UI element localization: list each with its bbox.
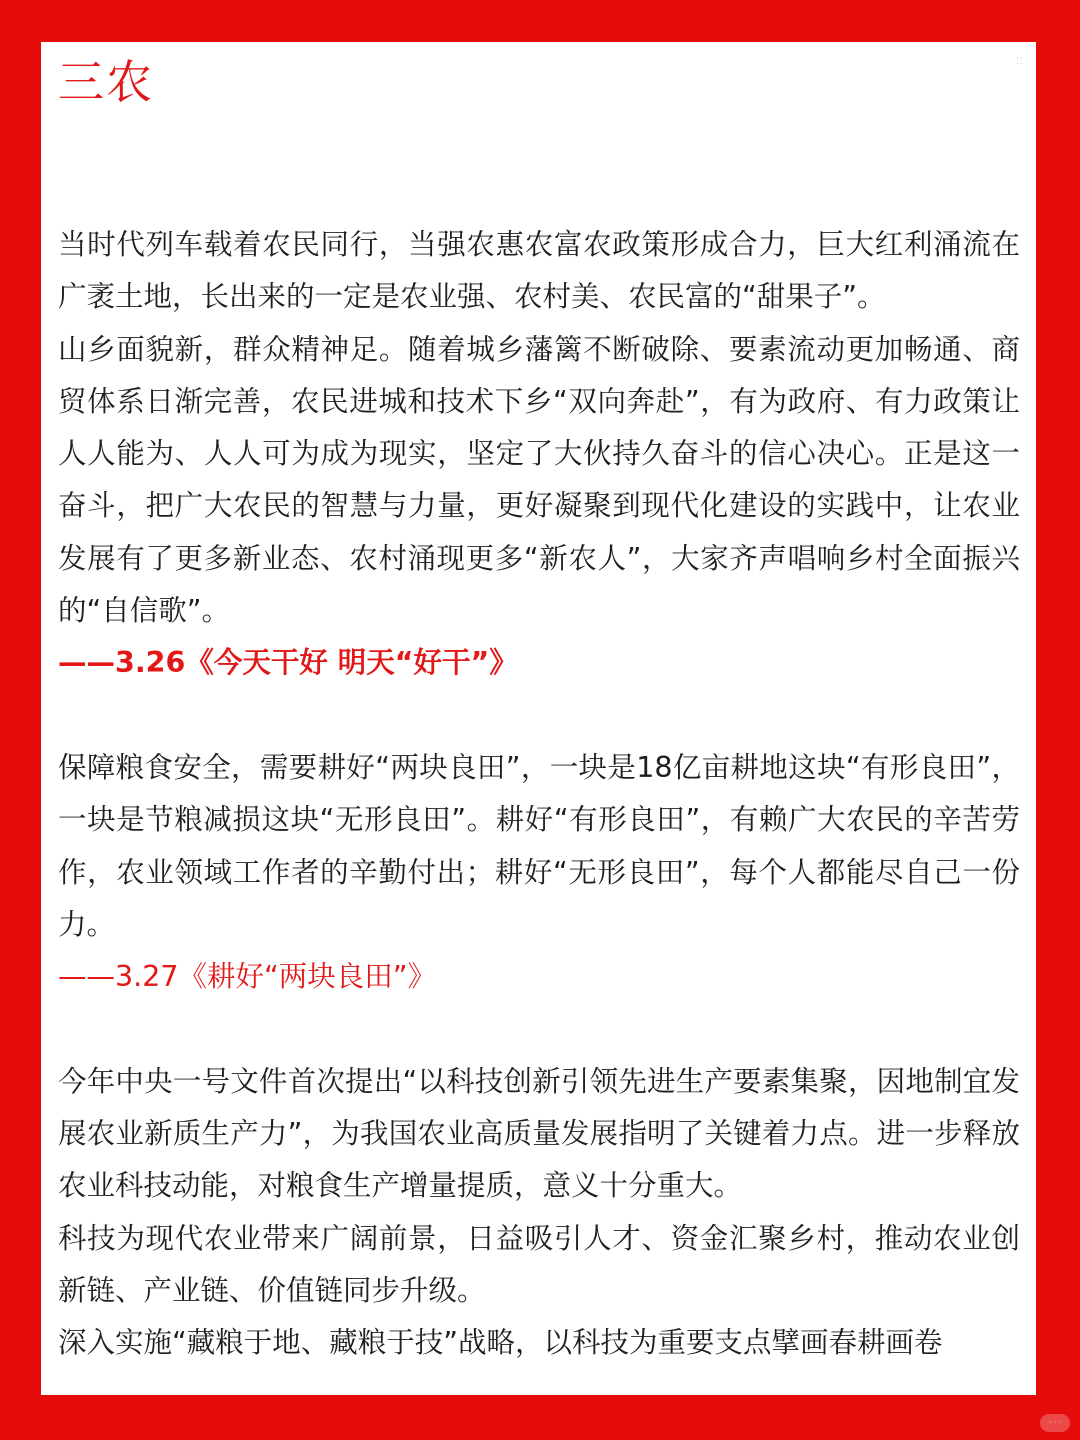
section-divider bbox=[58, 690, 1020, 742]
paragraph: 山乡面貌新，群众精神足。随着城乡藩篱不断破除、要素流动更加畅通、商贸体系日渐完善，农民进城和技术下乡“双向奔赴”，有为政府、有力政策让人人能为、人人可为成为现实，坚定了大伙持久奋斗的信心决心。正是这一奋斗，把广大农民的智慧与力量，更好凝聚到现代化建设的实践中，让农业发展有了更多新业态、农村涌现更多“新农人”，大家齐声唱响乡村全面振兴的“自信歌”。 bbox=[58, 332, 1020, 628]
article-card bbox=[41, 42, 1036, 1395]
watermark-logo: ◦◦◦ bbox=[1040, 1414, 1070, 1432]
article-body bbox=[58, 219, 1020, 1370]
paragraph: 今年中央一号文件首次提出“以科技创新引领先进生产要素集聚，因地制宜发展农业新质生产力”，为我国农业高质量发展指明了关键着力点。进一步释放农业科技动能，对粮食生产增量提质，意义十分重大。 bbox=[58, 1064, 1020, 1203]
source-citation: ——3.26《今天干好 明天“好干”》 bbox=[58, 646, 518, 680]
paragraph: 深入实施“藏粮于地、藏粮于技”战略，以科技为重要支点擘画春耕画卷 bbox=[58, 1326, 943, 1360]
paragraph: 科技为现代农业带来广阔前景，日益吸引人才、资金汇聚乡村，推动农业创新链、产业链、价值链同步升级。 bbox=[58, 1221, 1020, 1307]
page-title: 三农 bbox=[58, 55, 154, 109]
source-citation: ——3.27《耕好“两块良田”》 bbox=[58, 960, 436, 994]
paragraph: 保障粮食安全，需要耕好“两块良田”，一块是18亿亩耕地这块“有形良田”，一块是节粮减损这块“无形良田”。耕好“有形良田”，有赖广大农民的辛苦劳作，农业领域工作者的辛勤付出；耕好“无形良田”，每个人都能尽自己一份力。 bbox=[58, 750, 1020, 941]
corner-marks: ⁚⁚ bbox=[1016, 57, 1024, 67]
paragraph: 当时代列车载着农民同行，当强农惠农富农政策形成合力，巨大红利涌流在广袤土地，长出来的一定是农业强、农村美、农民富的“甜果子”。 bbox=[58, 228, 1020, 314]
section-divider bbox=[58, 1003, 1020, 1055]
